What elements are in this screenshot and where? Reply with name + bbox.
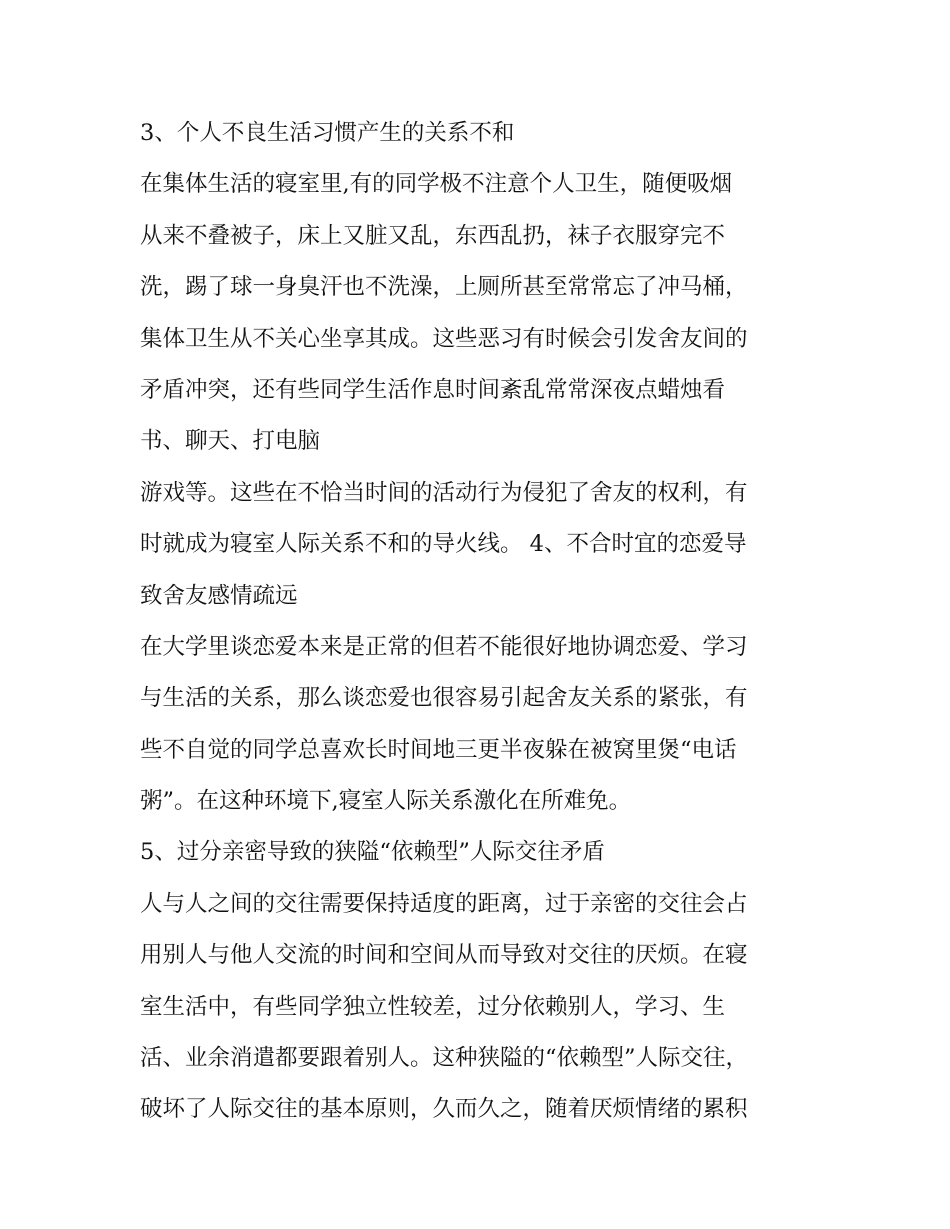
heading-3: 3、个人不良生活习惯产生的关系不和 xyxy=(140,120,515,146)
text-line: 人与人之间的交往需要保持适度的距离，过于亲密的交往会占 xyxy=(140,890,748,917)
text-line: 与生活的关系，那么谈恋爱也很容易引起舍友关系的紧张，有 xyxy=(140,685,748,712)
text-line: 在集体生活的寝室里,有的同学极不注意个人卫生，随便吸烟 xyxy=(140,171,733,198)
text-line: 室生活中，有些同学独立性较差，过分依赖别人，学习、生 xyxy=(140,993,726,1020)
text-line: 致舍友感情疏远 xyxy=(140,582,298,609)
text-line: 洗，踢了球一身臭汗也不洗澡，上厕所甚至常常忘了冲马桶， xyxy=(140,274,748,301)
text-line: 破坏了人际交往的基本原则，久而久之，随着厌烦情绪的累积 xyxy=(140,1096,748,1123)
text-line: 用别人与他人交流的时间和空间从而导致对交往的厌烦。在寝 xyxy=(140,942,748,969)
text-line: 游戏等。这些在不恰当时间的活动行为侵犯了舍友的权利，有 xyxy=(140,479,748,506)
text-line: 矛盾冲突，还有些同学生活作息时间紊乱常常深夜点蜡烛看 xyxy=(140,376,726,403)
text-line: 在大学里谈恋爱本来是正常的但若不能很好地协调恋爱、学习 xyxy=(140,633,748,660)
text-line: 书、聊天、打电脑 xyxy=(140,428,321,455)
text-line: 集体卫生从不关心坐享其成。这些恶习有时候会引发舍友间的 xyxy=(140,325,748,352)
text-line: 活、业余消遣都要跟着别人。这种狭隘的“依赖型”人际交往， xyxy=(140,1045,749,1072)
text-line: 粥”。在这种环境下,寝室人际关系激化在所难免。 xyxy=(140,788,632,815)
heading-5: 5、过分亲密导致的狭隘“依赖型”人际交往矛盾 xyxy=(140,839,605,866)
text-line: 从来不叠被子，床上又脏又乱，东西乱扔，袜子衣服穿完不 xyxy=(140,222,726,249)
text-line: 些不自觉的同学总喜欢长时间地三更半夜躲在被窝里煲“电话 xyxy=(140,736,737,763)
text-line: 时就成为寝室人际关系不和的导火线。 4、不合时宜的恋爱导 xyxy=(140,531,747,558)
document-body xyxy=(140,108,830,1136)
